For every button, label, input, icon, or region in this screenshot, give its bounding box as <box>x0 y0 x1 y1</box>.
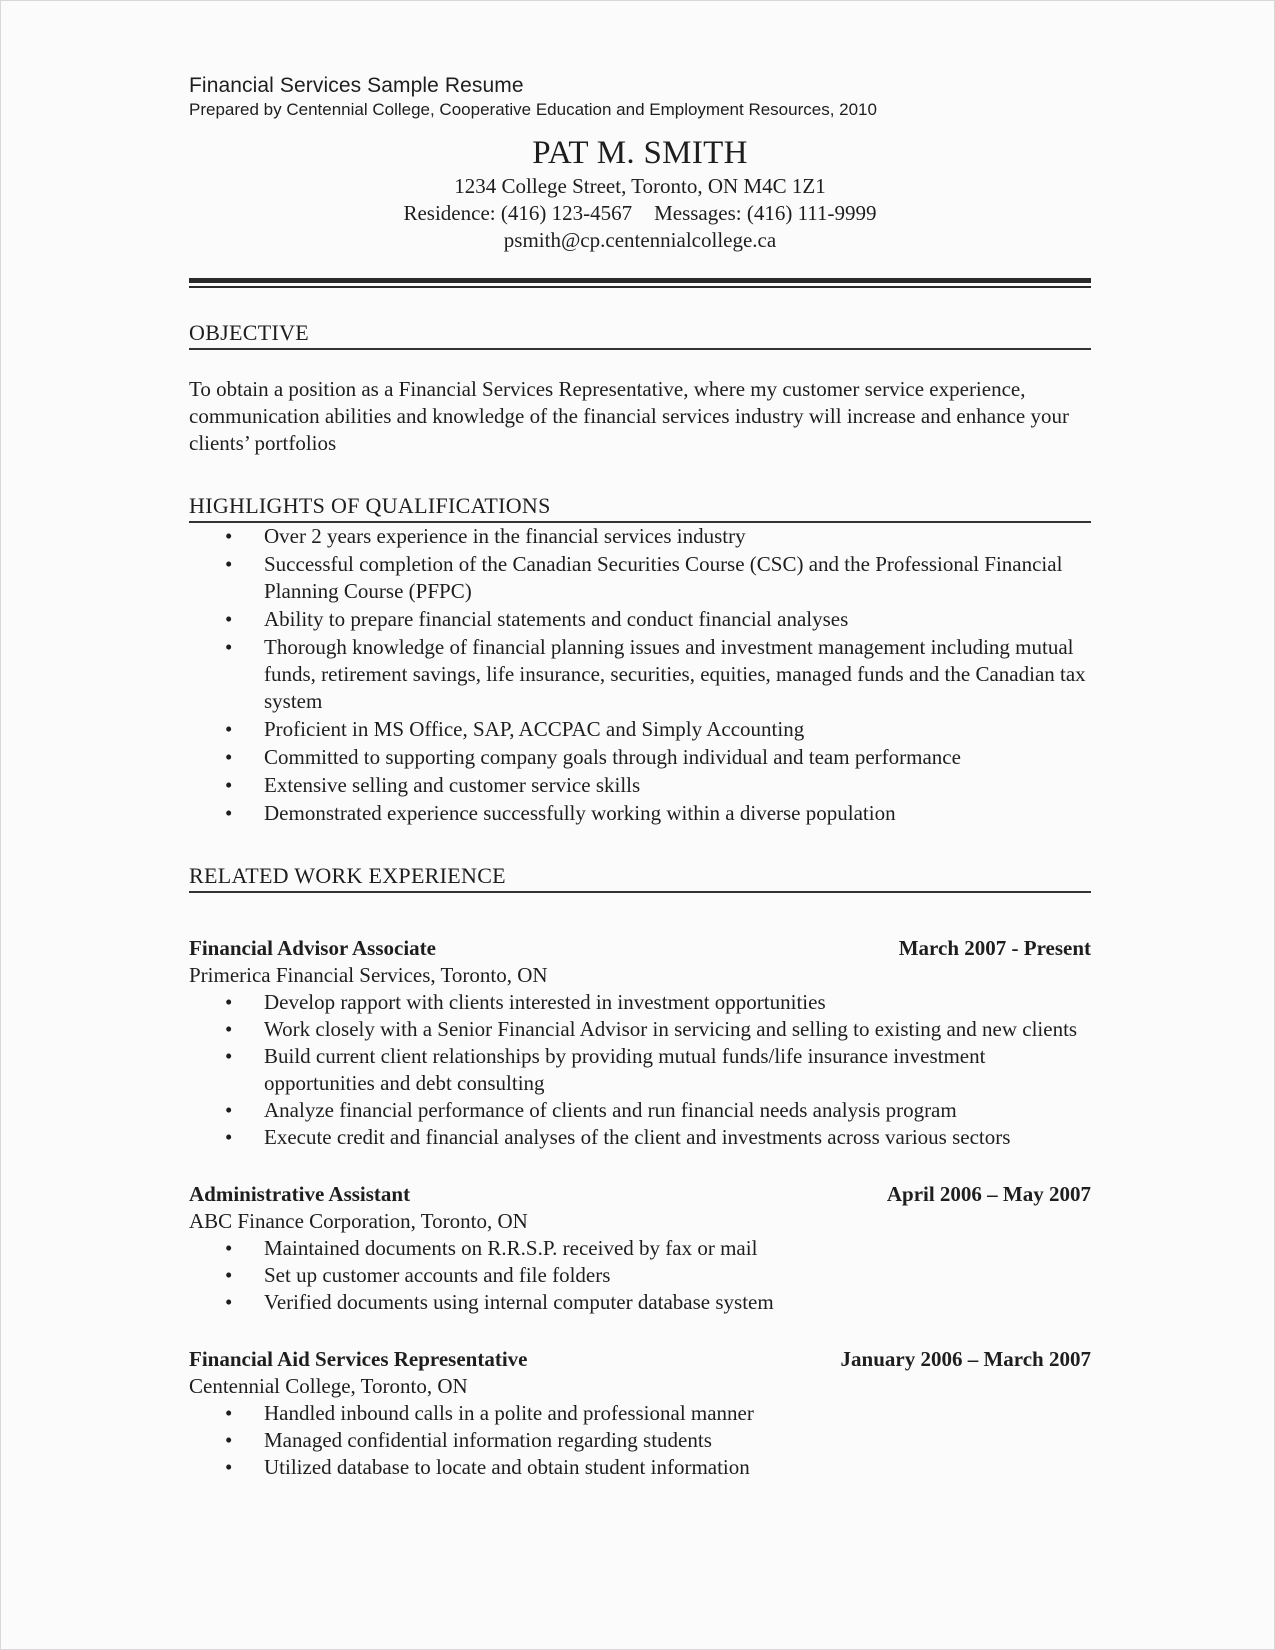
document-subtitle: Prepared by Centennial College, Cooperative Education and Employment Resources, 2010 <box>189 100 877 119</box>
section-heading-experience: RELATED WORK EXPERIENCE <box>189 863 1091 893</box>
list-item: • Over 2 years experience in the financial services industry <box>225 524 746 548</box>
bullet-icon: • <box>225 745 233 769</box>
bullet-icon: • <box>225 1263 233 1287</box>
list-item: • Proficient in MS Office, SAP, ACCPAC and Simply Accounting <box>225 717 805 741</box>
list-item: • Set up customer accounts and file folders <box>225 1263 611 1287</box>
list-item: • Develop rapport with clients interested in investment opportunities <box>225 990 826 1014</box>
job-entry <box>189 1181 1091 1316</box>
list-item: • Utilized database to locate and obtain student information <box>225 1455 750 1479</box>
job-title: Financial Aid Services Representative <box>189 1347 528 1371</box>
bullet-icon: • <box>225 717 233 741</box>
messages-phone: Messages: (416) 111-9999 <box>654 201 877 225</box>
bullet-icon: • <box>225 1428 233 1452</box>
experience-section <box>189 863 1091 1481</box>
list-item: • Successful completion of the Canadian Securities Course (CSC) and the Professional Financial Planning Course (PFPC) <box>225 552 1063 603</box>
qualifications-list <box>189 523 1091 827</box>
job-duties-list <box>189 1235 1091 1316</box>
resume-content <box>189 73 1091 1481</box>
bullet-icon: • <box>225 1125 233 1149</box>
list-item: • Verified documents using internal computer database system <box>225 1290 774 1314</box>
list-item: • Ability to prepare financial statements and conduct financial analyses <box>225 607 849 631</box>
section-heading-qualifications: HIGHLIGHTS OF QUALIFICATIONS <box>189 493 1091 523</box>
job-organization: Centennial College, Toronto, ON <box>189 1374 468 1398</box>
list-item: • Maintained documents on R.R.S.P. received by fax or mail <box>225 1236 758 1260</box>
bullet-icon: • <box>225 524 233 548</box>
bullet-icon: • <box>225 552 233 576</box>
email: psmith@cp.centennialcollege.ca <box>503 228 777 252</box>
job-duties-list <box>189 989 1091 1151</box>
list-item: • Work closely with a Senior Financial Advisor in servicing and selling to existing and new clients <box>225 1017 1078 1041</box>
job-header <box>189 1346 1091 1373</box>
bullet-icon: • <box>225 1017 233 1041</box>
address: 1234 College Street, Toronto, ON M4C 1Z1 <box>454 174 826 198</box>
bullet-icon: • <box>225 1098 233 1122</box>
objective-section <box>189 320 1091 457</box>
job-organization: Primerica Financial Services, Toronto, ON <box>189 963 548 987</box>
job-dates: March 2007 - Present <box>898 936 1091 960</box>
bullet-icon: • <box>225 1290 233 1314</box>
header-divider <box>189 278 1091 288</box>
job-dates: April 2006 – May 2007 <box>886 1182 1091 1206</box>
list-item: • Managed confidential information regarding students <box>225 1428 712 1452</box>
list-item: • Build current client relationships by providing mutual funds/life insurance investment opportunities and debt consulting <box>225 1044 986 1095</box>
section-heading-objective: OBJECTIVE <box>189 320 1091 350</box>
phone-line <box>189 200 1091 227</box>
bullet-icon: • <box>225 607 233 631</box>
job-header <box>189 935 1091 962</box>
objective-text: To obtain a position as a Financial Services Representative, where my customer service experience, communication abilities and knowledge of the financial services industry will increase and enhance your clients’ portfolios <box>189 377 1069 455</box>
job-title: Financial Advisor Associate <box>189 936 436 960</box>
list-item: • Execute credit and financial analyses of the client and investments across various sectors <box>225 1125 1011 1149</box>
list-item: • Extensive selling and customer service skills <box>225 773 641 797</box>
job-title: Administrative Assistant <box>189 1182 411 1206</box>
job-entry <box>189 1346 1091 1481</box>
bullet-icon: • <box>225 801 233 825</box>
bullet-icon: • <box>225 1044 233 1068</box>
residence-phone: Residence: (416) 123-4567 <box>403 201 633 225</box>
list-item: • Demonstrated experience successfully working within a diverse population <box>225 801 896 825</box>
bullet-icon: • <box>225 1455 233 1479</box>
job-duties-list <box>189 1400 1091 1481</box>
bullet-icon: • <box>225 1401 233 1425</box>
qualifications-section <box>189 493 1091 827</box>
job-organization: ABC Finance Corporation, Toronto, ON <box>189 1209 528 1233</box>
job-header <box>189 1181 1091 1208</box>
list-item: • Analyze financial performance of clients and run financial needs analysis program <box>225 1098 957 1122</box>
list-item: • Committed to supporting company goals through individual and team performance <box>225 745 961 769</box>
bullet-icon: • <box>225 773 233 797</box>
bullet-icon: • <box>225 990 233 1014</box>
list-item: • Thorough knowledge of financial planning issues and investment management including mutual funds, retirement savings, life insurance, securities, equities, managed funds and the Canadian tax system <box>225 635 1086 713</box>
list-item: • Handled inbound calls in a polite and professional manner <box>225 1401 754 1425</box>
document-title: Financial Services Sample Resume <box>189 74 524 97</box>
candidate-name: PAT M. SMITH <box>532 135 748 171</box>
job-dates: January 2006 – March 2007 <box>840 1347 1091 1371</box>
contact-header <box>189 133 1091 254</box>
job-entry <box>189 935 1091 1151</box>
bullet-icon: • <box>225 1236 233 1260</box>
bullet-icon: • <box>225 635 233 659</box>
